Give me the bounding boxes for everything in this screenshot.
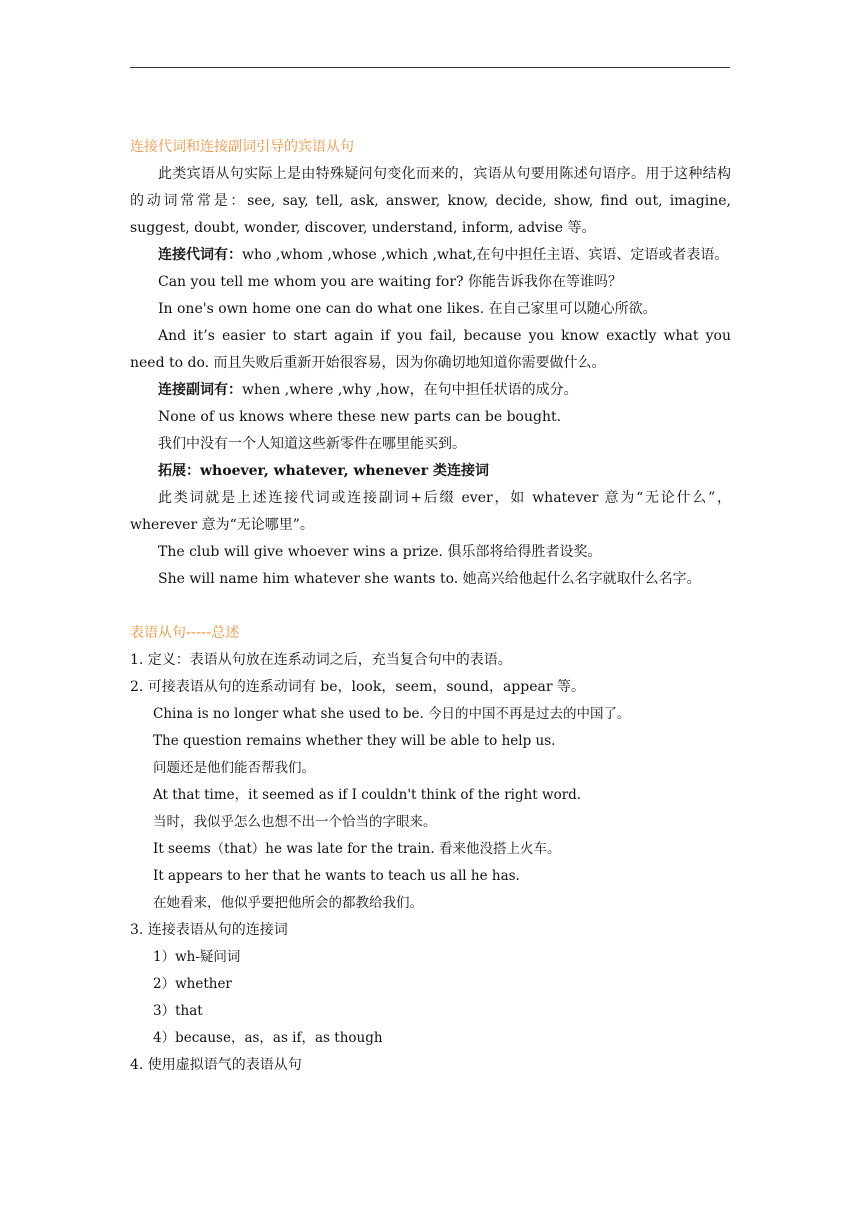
document-body	[130, 134, 731, 1079]
adverbs-text: when ,where ,why ,how，在句中担任状语的成分。	[242, 382, 578, 398]
extension-heading: 拓展：whoever, whatever, whenever 类连接词	[158, 463, 489, 479]
example-line: It seems（that）he was late for the train. 看来他没搭上火车。	[153, 841, 561, 857]
connector-item: 2）whether	[153, 976, 232, 992]
adverbs-label: 连接副词有：	[158, 382, 242, 398]
example-line: Can you tell me whom you are waiting for? 你能告诉我你在等谁吗？	[158, 274, 622, 290]
connector-item: 4）because，as，as if，as though	[153, 1030, 383, 1046]
list-item: 1. 定义：表语从句放在连系动词之后，充当复合句中的表语。	[130, 652, 512, 668]
example-line: China is no longer what she used to be. 今日的中国不再是过去的中国了。	[153, 706, 631, 722]
example-translation: 在她看来，他似乎要把他所会的都教给我们。	[153, 895, 423, 911]
example-translation: 问题还是他们能否帮我们。	[153, 760, 315, 776]
adverbs-line	[130, 377, 731, 404]
section-heading-predicative-clause: 表语从句-----总述	[130, 625, 240, 641]
example-line: She will name him whatever she wants to. 她高兴给他起什么名字就取什么名字。	[158, 571, 701, 587]
example-line: The club will give whoever wins a prize. 俱乐部将给得胜者设奖。	[158, 544, 602, 560]
example-paragraph: And it’s easier to start again if you fail, because you know exactly what you need to do. 而且失败后重新开始很容易，因为你确切地知道你需要做什么。	[130, 328, 731, 371]
example-line: The question remains whether they will be able to help us.	[153, 733, 556, 749]
example-line: At that time，it seemed as if I couldn't think of the right word.	[153, 787, 582, 803]
extension-paragraph: 此类词就是上述连接代词或连接副词+后缀 ever，如 whatever 意为“无论什么”，wherever 意为“无论哪里”。	[130, 490, 731, 533]
example-line: None of us knows where these new parts can be bought.	[158, 409, 562, 425]
connector-item: 3）that	[153, 1003, 203, 1019]
header-rule	[130, 67, 730, 68]
pronouns-text: who ,whom ,whose ,which ,what,在句中担任主语、宾语、定语或者表语。	[242, 247, 729, 263]
example-translation: 当时，我似乎怎么也想不出一个恰当的字眼来。	[153, 814, 437, 830]
connector-item: 1）wh-疑问词	[153, 949, 241, 965]
list-item: 4. 使用虚拟语气的表语从句	[130, 1057, 302, 1073]
pronouns-label: 连接代词有：	[158, 247, 242, 263]
section-gap	[130, 593, 731, 620]
list-item: 3. 连接表语从句的连接词	[130, 922, 288, 938]
example-translation: 我们中没有一个人知道这些新零件在哪里能买到。	[158, 436, 466, 452]
example-line: In one's own home one can do what one likes. 在自己家里可以随心所欲。	[158, 301, 657, 317]
section-heading-object-clause: 连接代词和连接副词引导的宾语从句	[130, 139, 354, 155]
intro-paragraph: 此类宾语从句实际上是由特殊疑问句变化而来的，宾语从句要用陈述句语序。用于这种结构的动词常常是：see, say, tell, ask, answer, know, decide, show, find out, imagine, suggest, doubt, wonder, discover, understand, inform, advise 等。	[130, 166, 731, 236]
pronouns-line	[130, 242, 731, 269]
list-item: 2. 可接表语从句的连系动词有 be，look，seem，sound，appear 等。	[130, 679, 586, 695]
example-line: It appears to her that he wants to teach us all he has.	[153, 868, 520, 884]
